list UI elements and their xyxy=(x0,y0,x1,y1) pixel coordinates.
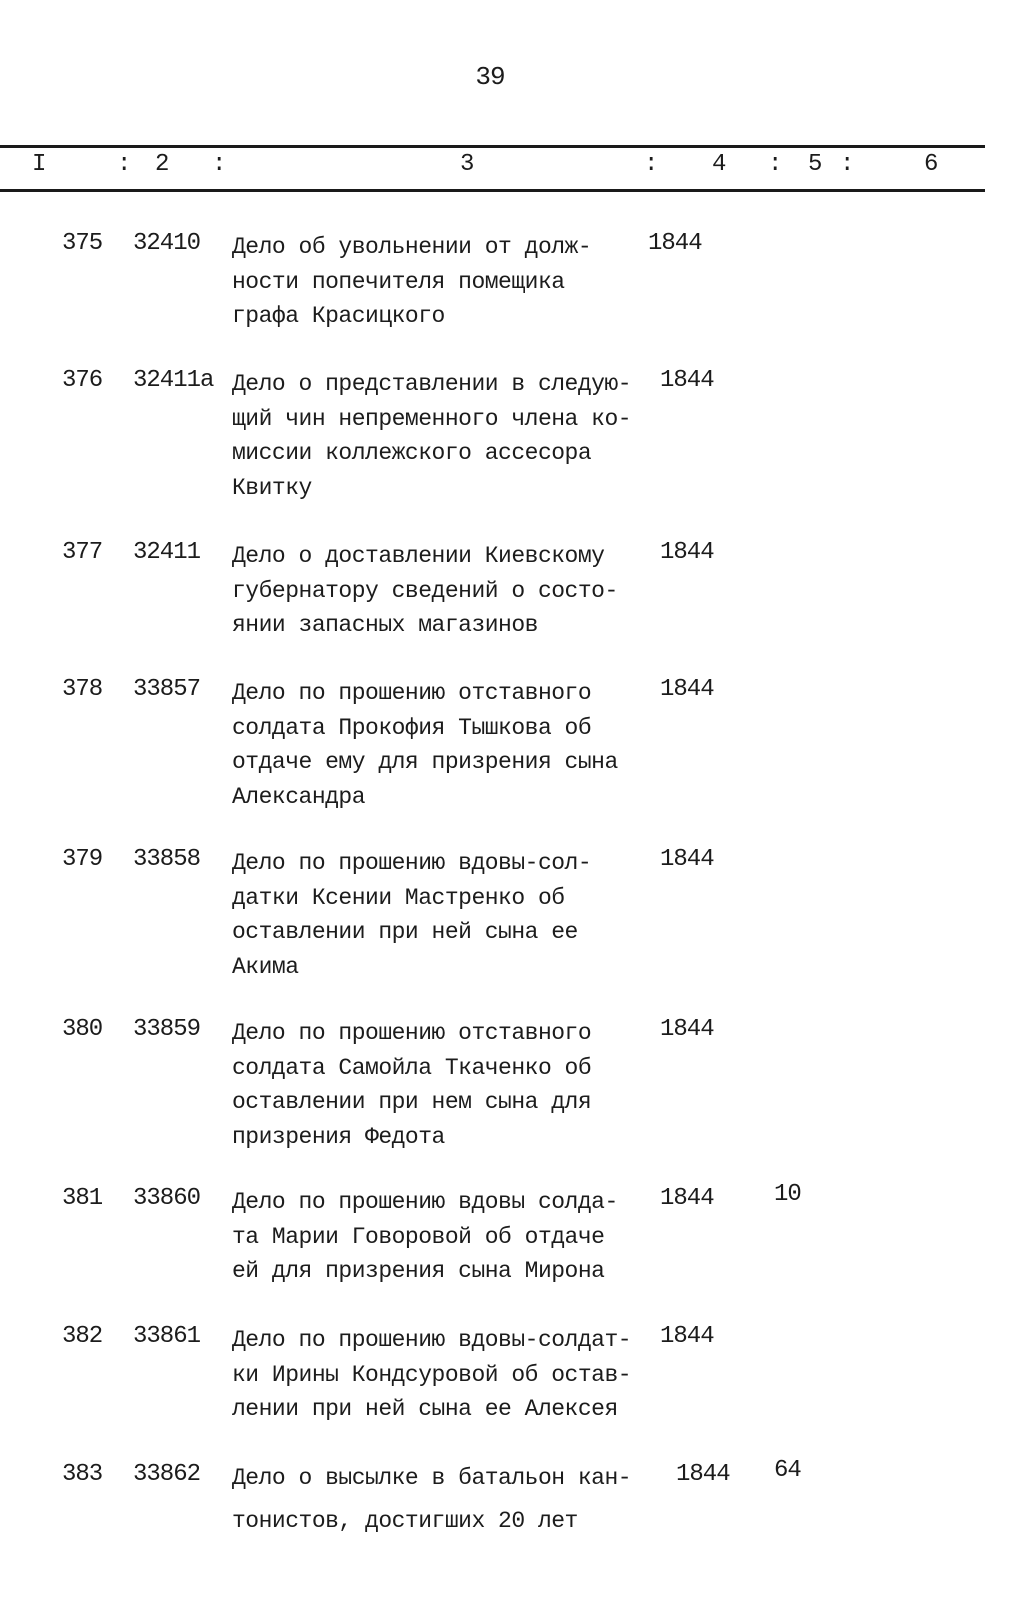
entry-title xyxy=(232,539,662,643)
title-line: отдаче ему для призрения сына xyxy=(232,749,618,775)
column-header-3: 3 xyxy=(460,151,475,178)
entry-code: 33862 xyxy=(133,1461,201,1488)
entry-code: 33858 xyxy=(133,846,201,873)
title-line: щий чин непременного члена ко- xyxy=(232,405,632,432)
title-line: призрения Федота xyxy=(232,1123,445,1150)
title-line: лении при ней сына ее Алексея xyxy=(232,1396,618,1422)
entry-title xyxy=(232,846,662,984)
column-header-4: 4 xyxy=(712,151,727,178)
column-header-1: I xyxy=(32,151,47,178)
entry-code: 33860 xyxy=(133,1185,201,1212)
title-line: Александра xyxy=(232,783,366,810)
entry-year: 1844 xyxy=(660,1185,714,1212)
entry-code: 33859 xyxy=(133,1016,201,1043)
entry-title xyxy=(232,1185,662,1289)
title-line: та Марии Говоровой об отдаче xyxy=(232,1223,605,1250)
entry-year: 1844 xyxy=(648,230,702,257)
entry-code: 32410 xyxy=(133,230,201,257)
title-line: оставлении при ней сына ее xyxy=(232,919,578,945)
entry-code: 33857 xyxy=(133,676,201,703)
column-separator: : xyxy=(212,151,227,178)
column-header-6: 6 xyxy=(924,151,939,178)
entry-number: 381 xyxy=(62,1185,103,1212)
entry-year: 1844 xyxy=(660,1016,714,1043)
entry-year: 1844 xyxy=(660,367,714,394)
entry-number: 383 xyxy=(62,1461,103,1488)
column-header-row xyxy=(0,151,985,185)
title-line: янии запасных магазинов xyxy=(232,612,538,638)
entry-number: 376 xyxy=(62,367,103,394)
title-line: ки Ирины Кондсуровой об остав- xyxy=(232,1361,632,1388)
column-separator: : xyxy=(840,151,855,178)
column-separator: : xyxy=(644,151,659,178)
title-line: Дело об увольнении от долж- xyxy=(232,234,592,260)
page-number: 39 xyxy=(475,62,505,92)
title-line: Дело по прошению вдовы-солдат- xyxy=(232,1327,632,1353)
entry-code: 32411 xyxy=(133,539,201,566)
header-rule-top xyxy=(0,145,985,148)
title-line: графа Красицкого xyxy=(232,303,445,329)
entry-number: 380 xyxy=(62,1016,103,1043)
title-line: Дело по прошению отставного xyxy=(232,1020,592,1046)
entry-code: 33861 xyxy=(133,1323,201,1350)
title-line: датки Ксении Мастренко об xyxy=(232,884,565,911)
title-line: Дело о представлении в следую- xyxy=(232,371,632,397)
title-line: ности попечителя помещика xyxy=(232,268,565,295)
title-line: миссии коллежского ассесора xyxy=(232,440,592,466)
entry-sheets: 10 xyxy=(774,1181,801,1208)
entry-title xyxy=(232,1323,662,1427)
title-line: Квитку xyxy=(232,474,312,501)
title-line: солдата Самойла Ткаченко об xyxy=(232,1054,592,1081)
entry-title xyxy=(232,1016,662,1154)
entry-year: 1844 xyxy=(660,676,714,703)
entry-year: 1844 xyxy=(660,1323,714,1350)
entry-title xyxy=(232,230,662,334)
title-line: солдата Прокофия Тышкова об xyxy=(232,714,592,741)
entry-number: 375 xyxy=(62,230,103,257)
entry-year: 1844 xyxy=(660,846,714,873)
title-line: ей для призрения сына Мирона xyxy=(232,1258,605,1284)
title-line: Дело по прошению отставного xyxy=(232,680,592,706)
column-separator: : xyxy=(768,151,783,178)
entry-number: 379 xyxy=(62,846,103,873)
title-line: Дело о доставлении Киевскому xyxy=(232,543,605,569)
title-line: губернатору сведений о состо- xyxy=(232,577,618,604)
title-line: Акима xyxy=(232,953,299,980)
title-line: Дело о высылке в батальон кан- xyxy=(232,1465,632,1491)
entry-number: 378 xyxy=(62,676,103,703)
entry-number: 382 xyxy=(62,1323,103,1350)
column-separator: : xyxy=(117,151,132,178)
entry-title xyxy=(232,676,662,814)
entry-sheets: 64 xyxy=(774,1457,801,1484)
entry-title xyxy=(232,367,662,505)
entry-year: 1844 xyxy=(660,539,714,566)
title-line: оставлении при нем сына для xyxy=(232,1089,592,1115)
entry-number: 377 xyxy=(62,539,103,566)
entry-code: 32411а xyxy=(133,367,214,394)
entry-title xyxy=(232,1461,662,1538)
column-header-5: 5 xyxy=(808,151,823,178)
header-rule-bottom xyxy=(0,189,985,192)
title-line: тонистов, достигших 20 лет xyxy=(232,1507,578,1534)
entry-year: 1844 xyxy=(676,1461,730,1488)
title-line: Дело по прошению вдовы солда- xyxy=(232,1189,618,1215)
title-line: Дело по прошению вдовы-сол- xyxy=(232,850,592,876)
column-header-2: 2 xyxy=(155,151,170,178)
